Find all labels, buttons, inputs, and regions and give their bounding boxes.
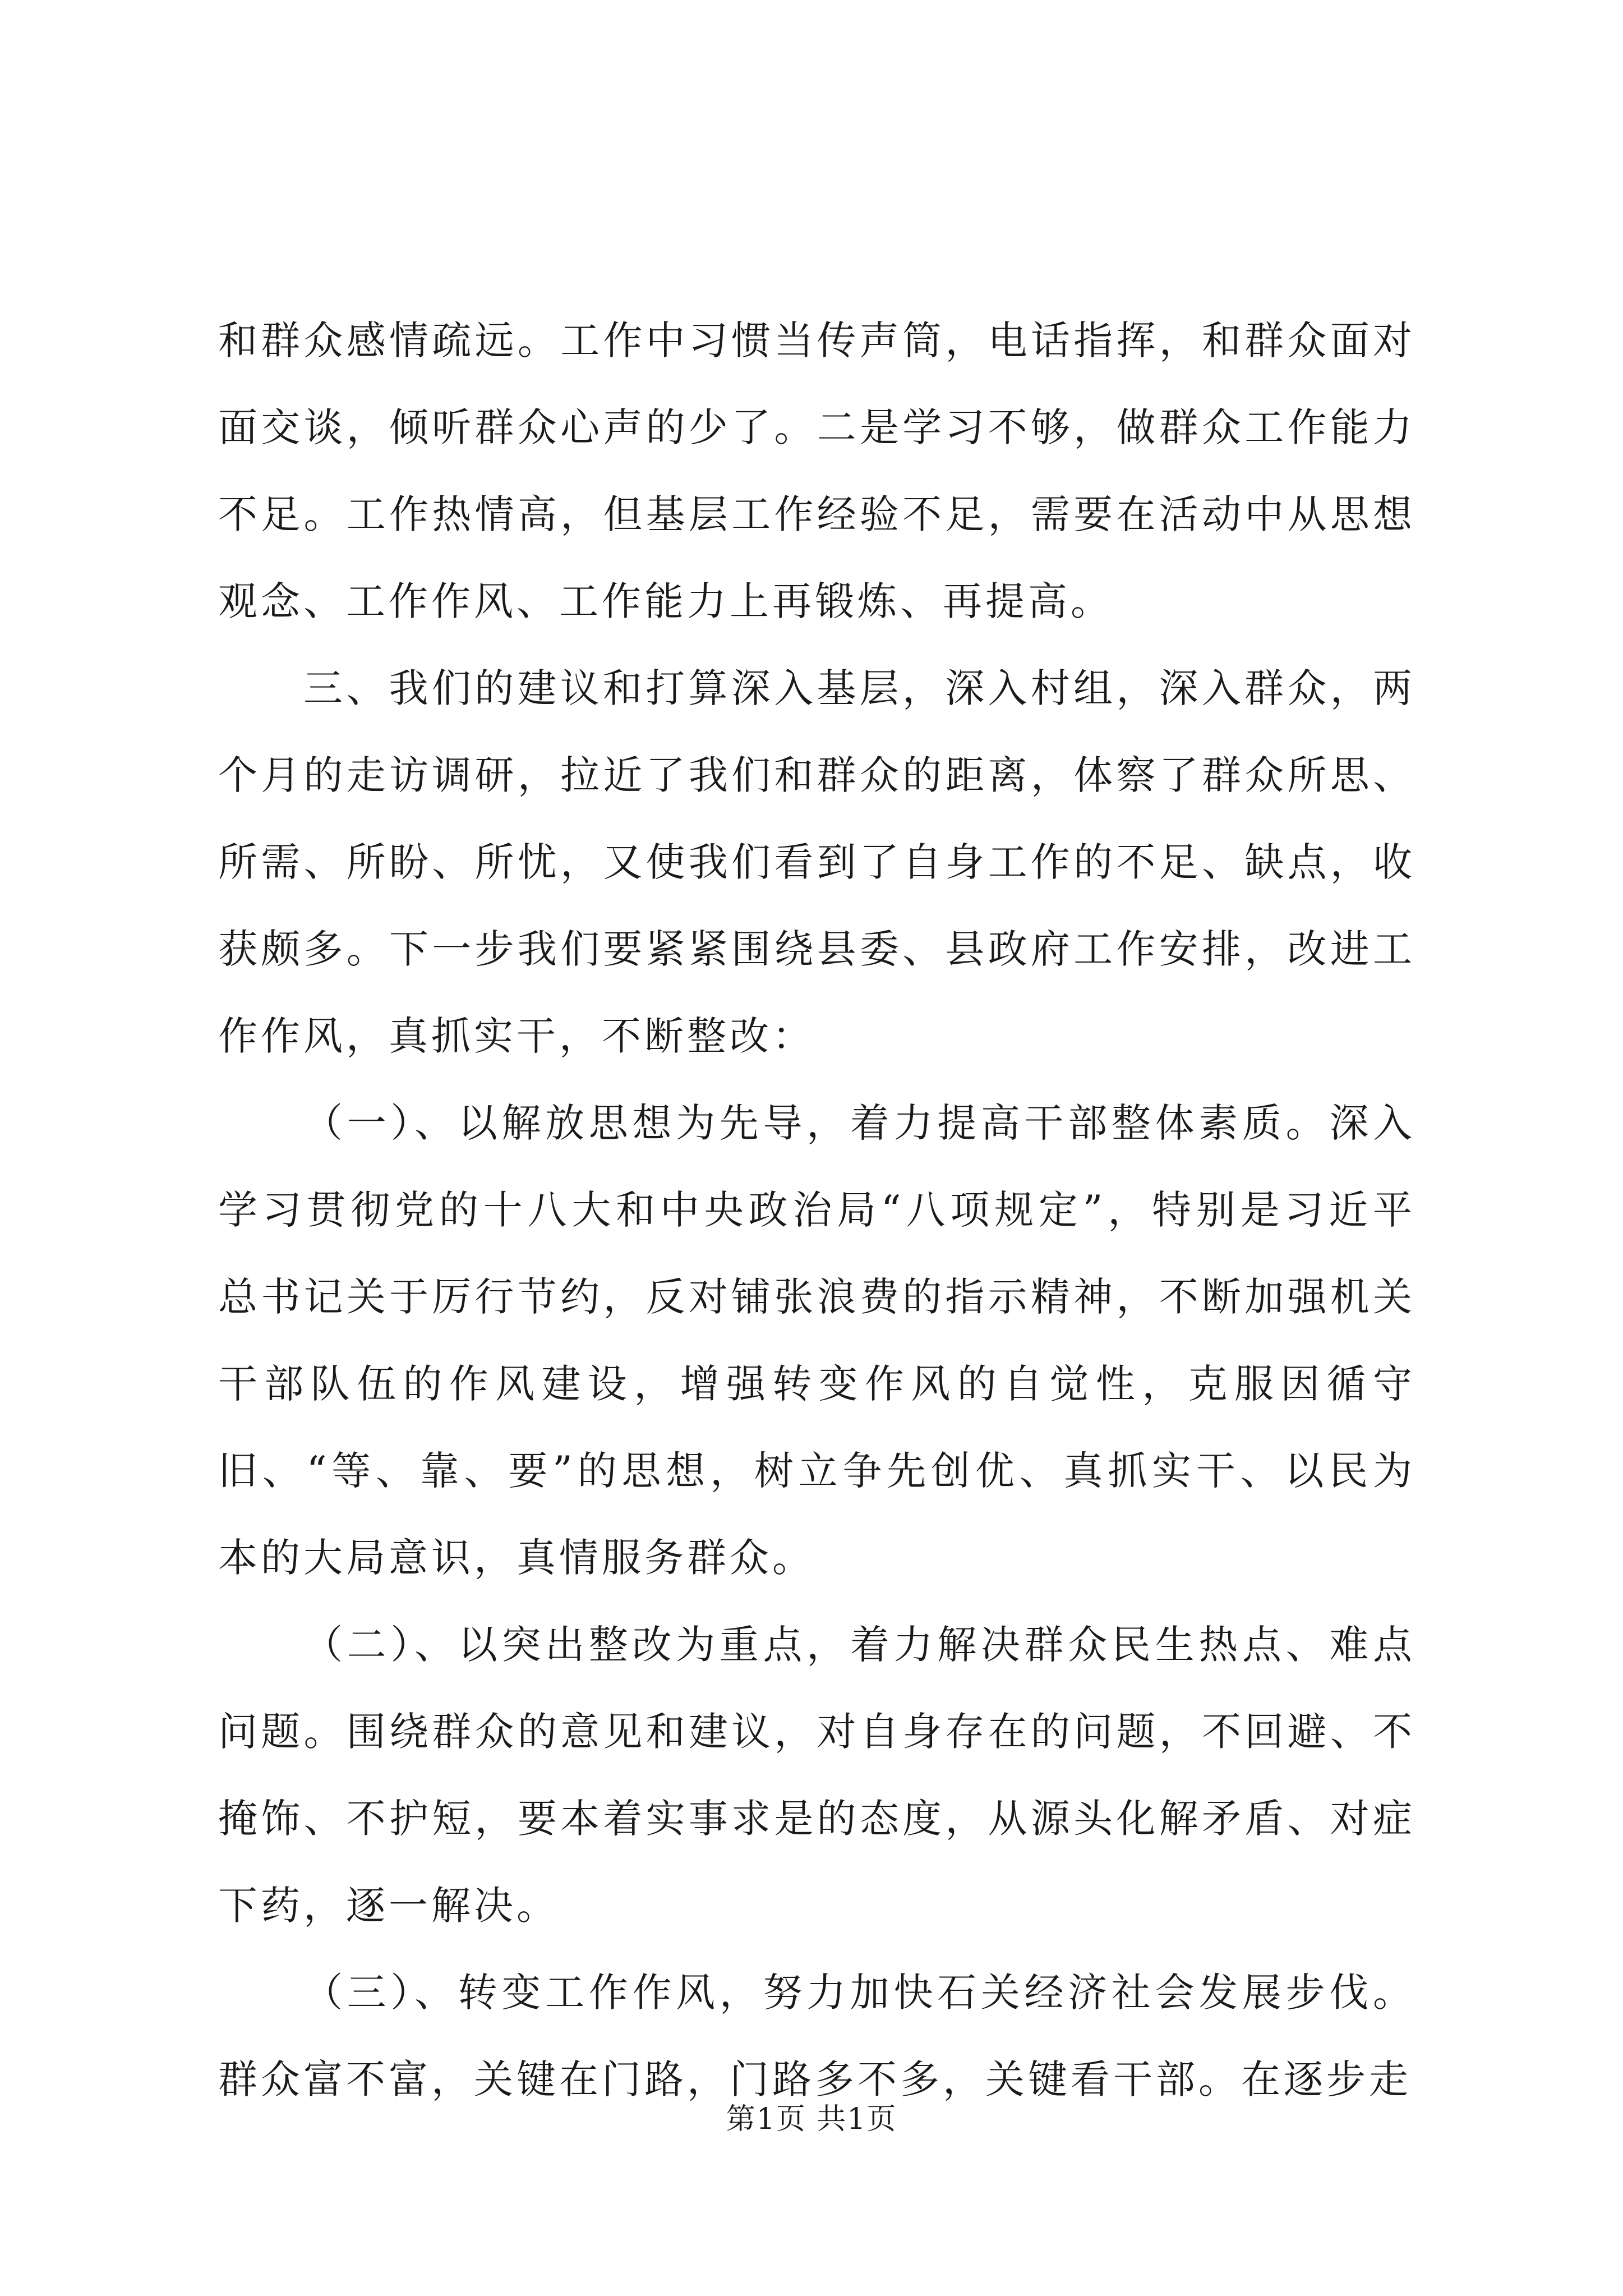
page-footer: 第1页 共1页 bbox=[726, 2102, 897, 2136]
paragraph-continued: 和群众感情疏远。工作中习惯当传声筒，电话指挥，和群众面对面交谈，倾听群众心声的少了。二是学习不够，做群众工作能力不足。工作热情高，但基层工作经验不足，需要在活动中从思想观念、工作作风、工作能力上再锻炼、再提高。 bbox=[218, 318, 1415, 624]
paragraph-item-two: （二）、以突出整改为重点，着力解决群众民生热点、难点问题。围绕群众的意见和建议，对自身存在的问题，不回避、不掩饰、不护短，要本着实事求是的态度，从源头化解矛盾、对症下药，逐一解决。 bbox=[218, 1622, 1415, 1929]
paragraph-item-one: （一）、以解放思想为先导，着力提高干部整体素质。深入学习贯彻党的十八大和中央政治局“八项规定”，特别是习近平总书记关于厉行节约，反对铺张浪费的指示精神，不断加强机关干部队伍的作风建设，增强转变作风的自觉性，克服因循守旧、“等、靠、要”的思想，树立争先创优、真抓实干、以民为本的大局意识，真情服务群众。 bbox=[218, 1100, 1415, 1581]
document-body bbox=[218, 297, 1415, 2123]
paragraph-section-three: 三、我们的建议和打算深入基层，深入村组，深入群众，两个月的走访调研，拉近了我们和群众的距离，体察了群众所思、所需、所盼、所忧，又使我们看到了自身工作的不足、缺点，收获颇多。下一步我们要紧紧围绕县委、县政府工作安排，改进工作作风，真抓实干，不断整改： bbox=[218, 665, 1415, 1059]
paragraph-item-three: （三）、转变工作作风，努力加快石关经济社会发展步伐。群众富不富，关键在门路，门路多不多，关键看干部。在逐步走 bbox=[218, 1970, 1415, 2102]
